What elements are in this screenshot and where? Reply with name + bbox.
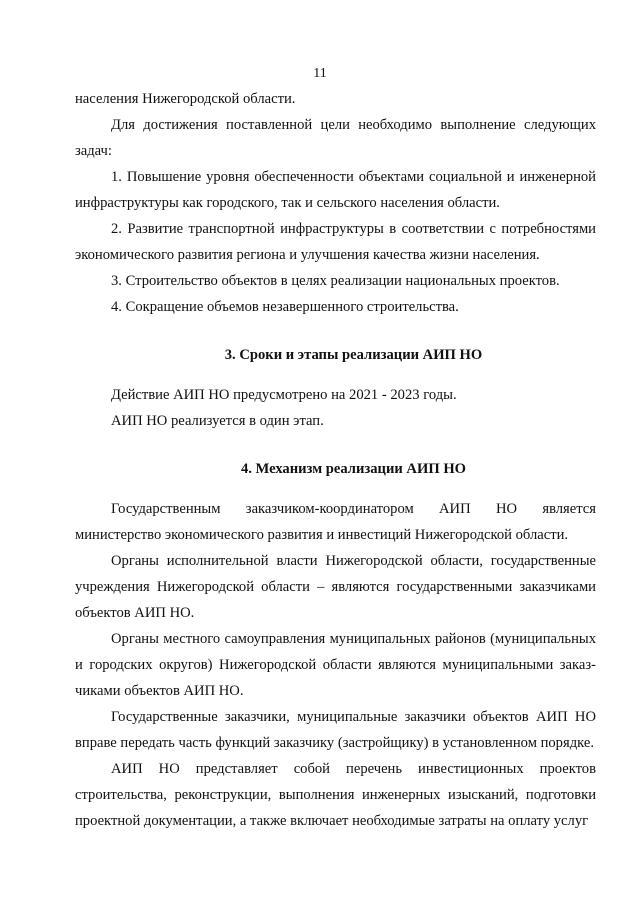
task-item-4: 4. Сокращение объемов незавершенного строительства.	[111, 299, 459, 315]
task-item-2: 2. Развитие транспортной инфраструктуры в соответствии с потребностями экономического развития региона и улучшения качества жизни населения.	[75, 221, 596, 263]
paragraph-goal-tasks: Для достижения поставленной цели необходимо выполнение следующих задач:	[75, 117, 596, 159]
spacer	[75, 434, 596, 456]
spacer	[75, 320, 596, 342]
task-item-3: 3. Строительство объектов в целях реализации национальных проектов.	[111, 273, 560, 289]
section-4-paragraph-2: Органы исполнительной власти Нижегородской области, государственные учреждения Нижегородской области – являются государственными заказчиками объектов АИП НО.	[75, 553, 596, 621]
section-4-paragraph-1: Государственным заказчиком-координатором АИП НО является министерство экономического развития и инвестиций Нижегородской области.	[75, 501, 596, 543]
page-body	[75, 86, 596, 834]
section-4-paragraph-4: Государственные заказчики, муниципальные заказчики объектов АИП НО вправе передать часть функций заказчику (застройщику) в установленном порядке.	[75, 709, 596, 751]
section-3-paragraph-1: Действие АИП НО предусмотрено на 2021 - 2023 годы.	[111, 387, 457, 403]
spacer	[75, 482, 596, 496]
section-3-paragraph-2: АИП НО реализуется в один этап.	[111, 413, 324, 429]
spacer	[75, 368, 596, 382]
task-item-1: 1. Повышение уровня обеспеченности объектами социальной и инженерной инфраструктуры как городского, так и сельского населения области.	[75, 169, 596, 211]
paragraph-continuation: населения Нижегородской области.	[75, 91, 296, 107]
page-number: 11	[313, 66, 327, 81]
section-4-paragraph-3: Органы местного самоуправления муниципальных районов (муниципальных и городских округов) Нижегородской области являются муниципальными заказ-чиками объектов АИП НО.	[75, 631, 596, 699]
section-4-paragraph-5: АИП НО представляет собой перечень инвестиционных проектов строительства, реконструкции, выполнения инженерных изысканий, подготовки проектной документации, а также включает необходимые затраты на оплату услуг	[75, 761, 596, 829]
section-4-heading: 4. Механизм реализации АИП НО	[240, 461, 467, 477]
section-3-heading: 3. Сроки и этапы реализации АИП НО	[224, 347, 483, 363]
